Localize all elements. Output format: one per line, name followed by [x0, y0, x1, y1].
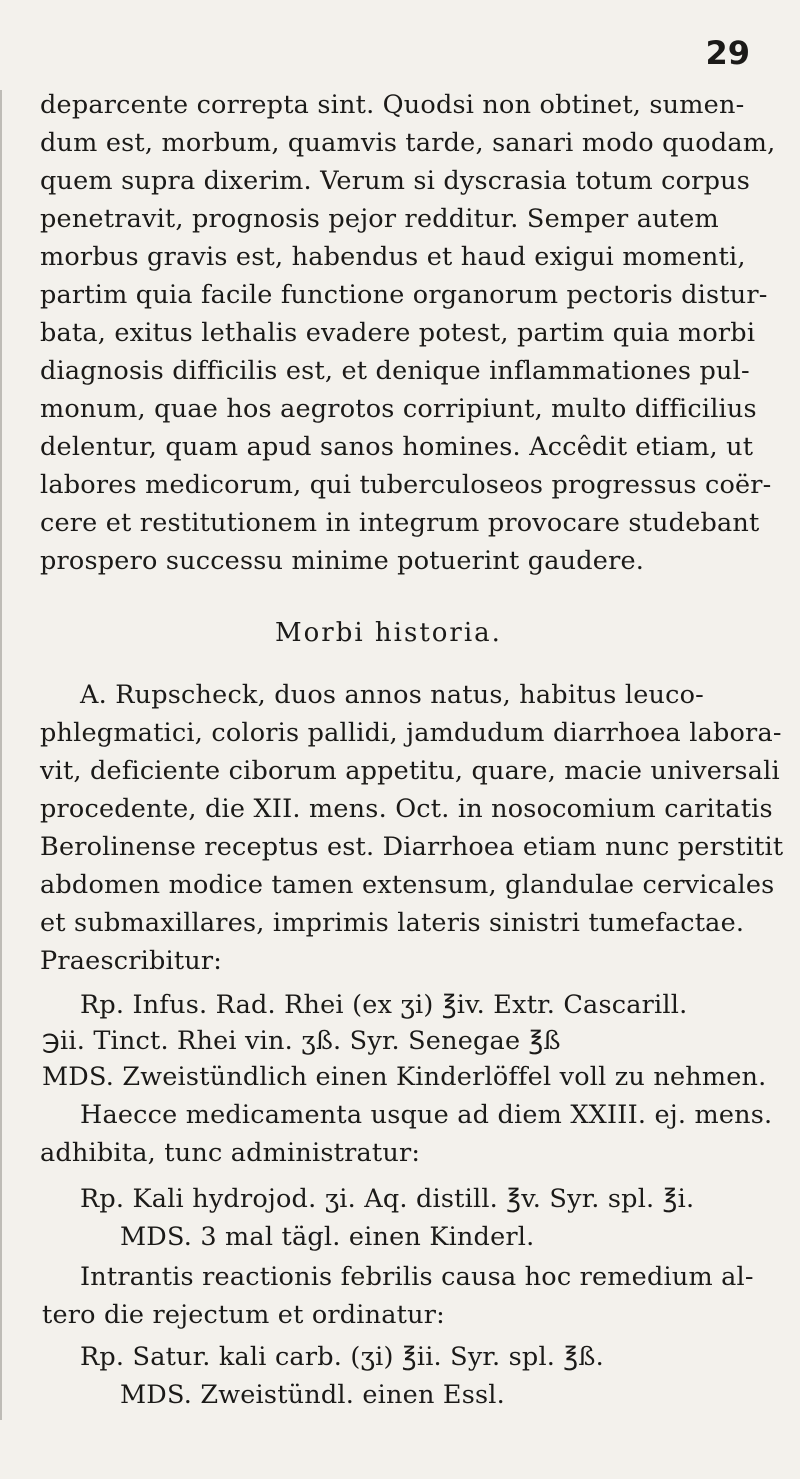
text-line: Praescribitur:	[40, 946, 223, 976]
text-line: A. Rupscheck, duos annos natus, habitus leuco-	[80, 680, 704, 710]
text-line: Intrantis reactionis febrilis causa hoc remedium al-	[80, 1262, 754, 1292]
prescription-line: ℈ii. Tinct. Rhei vin. ʒß. Syr. Senegae ℥ß	[42, 1026, 561, 1056]
text-line: deparcente correpta sint. Quodsi non obtinet, sumen-	[40, 90, 745, 120]
text-line: labores medicorum, qui tuberculoseos progressus coër-	[40, 470, 772, 500]
text-line: morbus gravis est, habendus et haud exigui momenti,	[40, 242, 746, 272]
text-line: Berolinense receptus est. Diarrhoea etiam nunc perstitit	[40, 832, 784, 862]
text-line: procedente, die XII. mens. Oct. in nosocomium caritatis	[40, 794, 773, 824]
text-line: quem supra dixerim. Verum si dyscrasia totum corpus	[40, 166, 751, 196]
prescription-line: Rp. Kali hydrojod. ʒi. Aq. distill. ℥v. Syr. spl. ℥i.	[80, 1184, 695, 1214]
text-line: penetravit, prognosis pejor redditur. Semper autem	[40, 204, 719, 234]
text-line: abdomen modice tamen extensum, glandulae cervicales	[40, 870, 775, 900]
text-line: monum, quae hos aegrotos corripiunt, multo difficilius	[40, 394, 757, 424]
text-line: delentur, quam apud sanos homines. Accêdit etiam, ut	[40, 432, 754, 462]
text-line: diagnosis difficilis est, et denique inflammationes pul-	[40, 356, 750, 386]
prescription-line: MDS. 3 mal tägl. einen Kinderl.	[120, 1222, 535, 1252]
prescription-line: Rp. Satur. kali carb. (ʒi) ℥ii. Syr. spl. ℥ß.	[80, 1342, 604, 1372]
text-line: adhibita, tunc administratur:	[40, 1138, 421, 1168]
scan-gutter-shadow	[0, 90, 12, 1420]
text-line: prospero successu minime potuerint gaudere.	[40, 546, 645, 576]
text-line: partim quia facile functione organorum pectoris distur-	[40, 280, 768, 310]
page-number: 29	[705, 34, 750, 72]
text-line: Haecce medicamenta usque ad diem XXIII. ej. mens.	[80, 1100, 773, 1130]
text-line: cere et restitutionem in integrum provocare studebant	[40, 508, 760, 538]
text-line: phlegmatici, coloris pallidi, jamdudum diarrhoea labora-	[40, 718, 782, 748]
text-line: et submaxillares, imprimis lateris sinistri tumefactae.	[40, 908, 745, 938]
text-line: bata, exitus lethalis evadere potest, partim quia morbi	[40, 318, 756, 348]
text-line: vit, deficiente ciborum appetitu, quare, macie universali	[40, 756, 780, 786]
text-line: dum est, morbum, quamvis tarde, sanari modo quodam,	[40, 128, 776, 158]
prescription-line: MDS. Zweistündl. einen Essl.	[120, 1380, 505, 1410]
prescription-line: MDS. Zweistündlich einen Kinderlöffel voll zu nehmen.	[42, 1062, 767, 1092]
section-heading: Morbi historia.	[275, 618, 502, 648]
text-line: tero die rejectum et ordinatur:	[42, 1300, 445, 1330]
prescription-line: Rp. Infus. Rad. Rhei (ex ʒi) ℥iv. Extr. Cascarill.	[80, 990, 688, 1020]
